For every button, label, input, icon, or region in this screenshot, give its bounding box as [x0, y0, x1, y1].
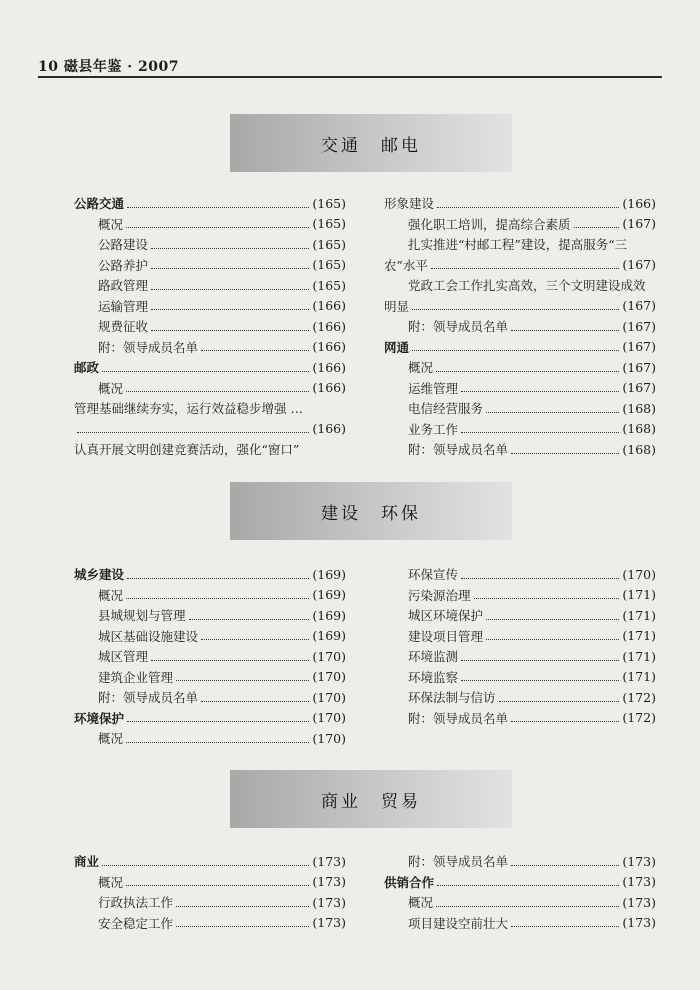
toc-entry-label: 扎实推进“村邮工程”建设，提高服务“三: [408, 237, 628, 253]
toc-entry: [384, 439, 656, 460]
toc-column-right: [384, 851, 656, 933]
toc-entry: [74, 275, 346, 296]
toc-entry-label: 县城规划与管理: [98, 608, 186, 624]
section-title: 商业 贸易: [321, 791, 421, 812]
toc-column-left: [74, 851, 346, 933]
toc-entry-label: 附：领导成员名单: [408, 710, 509, 726]
dot-leader: [176, 680, 309, 681]
toc-entry-label: 附：领导成员名单: [408, 319, 509, 335]
dot-leader: [102, 865, 309, 866]
toc-entry-label: 安全稳定工作: [98, 915, 174, 931]
dot-leader: [511, 721, 619, 722]
toc-page-number: (167): [622, 298, 656, 314]
toc-entry-label: 概况: [408, 895, 434, 911]
toc-page-number: (173): [622, 894, 656, 910]
dot-leader: [201, 639, 309, 640]
toc-entry-label: 污染源治理: [408, 587, 471, 603]
section-banner-commerce-trade: [230, 770, 512, 828]
toc-page-number: (172): [622, 689, 656, 705]
dot-leader: [431, 268, 619, 269]
toc-entry: [384, 585, 656, 606]
toc-entry: [384, 626, 656, 647]
toc-page-number: (167): [622, 257, 656, 273]
toc-entry: [74, 872, 346, 893]
dot-leader: [151, 289, 309, 290]
toc-entry: [384, 378, 656, 399]
toc-entry-label: 概况: [98, 587, 124, 603]
toc-entry-label: 项目建设空前壮大: [408, 915, 509, 931]
toc-entry: [384, 667, 656, 688]
dot-leader: [461, 680, 619, 681]
section-title: 建设 环保: [321, 503, 421, 524]
toc-page-number: (165): [312, 236, 346, 252]
toc-page-number: (171): [622, 607, 656, 623]
toc-entry: [74, 316, 346, 337]
toc-page-number: (173): [312, 894, 346, 910]
dot-leader: [436, 371, 619, 372]
toc-page-number: (168): [622, 441, 656, 457]
dot-leader: [201, 701, 309, 702]
toc-column-right: [384, 564, 656, 728]
dot-leader: [511, 865, 619, 866]
toc-page-number: (171): [622, 669, 656, 685]
toc-heading-entry: [74, 357, 346, 378]
toc-heading-entry: [384, 872, 656, 893]
section-title: 交通 邮电: [321, 135, 421, 156]
toc-entry-label: 商业: [74, 854, 100, 870]
toc-entry: [74, 419, 346, 440]
dot-leader: [574, 227, 620, 228]
toc-entry: [74, 255, 346, 276]
toc-entry: [74, 337, 346, 358]
toc-entry-label: 电信经营服务: [408, 401, 484, 417]
toc-entry: [384, 234, 656, 255]
dot-leader: [486, 412, 619, 413]
toc-entry-label: 概况: [98, 380, 124, 396]
toc-page-number: (167): [622, 380, 656, 396]
dot-leader: [126, 885, 309, 886]
dot-leader: [201, 350, 309, 351]
toc-entry: [384, 214, 656, 235]
toc-page-number: (167): [622, 318, 656, 334]
toc-entry-label: 运输管理: [98, 298, 149, 314]
dot-leader: [176, 906, 309, 907]
header-rule: [38, 76, 662, 78]
toc-page-number: (166): [312, 339, 346, 355]
toc-heading-entry: [74, 851, 346, 872]
toc-column-left: [74, 564, 346, 749]
toc-entry: [384, 316, 656, 337]
dot-leader: [189, 619, 310, 620]
toc-entry-label: 城区管理: [98, 649, 149, 665]
toc-page-number: (167): [622, 339, 656, 355]
toc-page-number: (166): [312, 359, 346, 375]
toc-entry: [384, 605, 656, 626]
toc-page-number: (165): [312, 277, 346, 293]
toc-entry-label: 公路养护: [98, 257, 149, 273]
toc-page-number: (172): [622, 710, 656, 726]
toc-entry: [384, 296, 656, 317]
toc-page-number: (166): [312, 421, 346, 437]
toc-page-number: (167): [622, 359, 656, 375]
dot-leader: [412, 350, 619, 351]
dot-leader: [102, 371, 309, 372]
toc-entry-label: 强化职工培训，提高综合素质: [408, 216, 571, 232]
dot-leader: [499, 701, 620, 702]
toc-entry: [74, 378, 346, 399]
toc-entry-label: 行政执法工作: [98, 895, 174, 911]
toc-page-number: (170): [312, 669, 346, 685]
dot-leader: [461, 578, 619, 579]
toc-entry: [74, 626, 346, 647]
toc-entry-label: 附：领导成员名单: [408, 442, 509, 458]
toc-entry: [74, 585, 346, 606]
toc-entry: [384, 275, 656, 296]
toc-entry-label: 环保宣传: [408, 567, 459, 583]
toc-entry: [384, 851, 656, 872]
toc-page-number: (171): [622, 648, 656, 664]
toc-entry-label: 党政工会工作扎实高效，三个文明建设成效: [408, 278, 646, 294]
dot-leader: [474, 598, 620, 599]
toc-page-number: (167): [622, 216, 656, 232]
toc-entry: [74, 214, 346, 235]
toc-page-number: (169): [312, 587, 346, 603]
toc-entry-label: 附：领导成员名单: [408, 854, 509, 870]
toc-page-number: (173): [622, 853, 656, 869]
toc-page-number: (165): [312, 195, 346, 211]
toc-page-number: (170): [312, 648, 346, 664]
toc-page-number: (171): [622, 587, 656, 603]
toc-entry: [74, 605, 346, 626]
dot-leader: [486, 639, 619, 640]
toc-entry-label: 建筑企业管理: [98, 669, 174, 685]
toc-entry: [384, 419, 656, 440]
dot-leader: [126, 227, 309, 228]
dot-leader: [151, 268, 309, 269]
dot-leader: [511, 330, 619, 331]
dot-leader: [176, 926, 309, 927]
toc-entry: [384, 708, 656, 729]
toc-entry: [74, 439, 346, 460]
toc-page-number: (168): [622, 400, 656, 416]
toc-entry: [74, 398, 346, 419]
toc-page-number: (170): [312, 689, 346, 705]
toc-page-number: (173): [312, 874, 346, 890]
toc-page-number: (171): [622, 628, 656, 644]
toc-entry-label: 环保法制与信访: [408, 690, 496, 706]
dot-leader: [127, 578, 309, 579]
toc-entry-label: 供销合作: [384, 874, 435, 890]
toc-entry-label: 公路建设: [98, 237, 149, 253]
toc-column-right: [384, 193, 656, 460]
toc-page-number: (165): [312, 257, 346, 273]
toc-entry: [384, 255, 656, 276]
dot-leader: [151, 309, 309, 310]
toc-column-left: [74, 193, 346, 460]
toc-entry-label: 形象建设: [384, 196, 435, 212]
toc-entry: [74, 728, 346, 749]
dot-leader: [151, 660, 309, 661]
toc-heading-entry: [384, 337, 656, 358]
dot-leader: [77, 432, 309, 433]
toc-entry-label: 管理基础继续夯实，运行效益稳步增强 …: [74, 401, 303, 417]
dot-leader: [126, 742, 309, 743]
toc-page-number: (166): [622, 195, 656, 211]
toc-entry-label: 邮政: [74, 360, 100, 376]
toc-page-number: (173): [622, 915, 656, 931]
toc-page-number: (168): [622, 421, 656, 437]
toc-entry-label: 环境保护: [74, 710, 125, 726]
dot-leader: [436, 906, 619, 907]
toc-page-number: (173): [312, 853, 346, 869]
toc-entry: [384, 687, 656, 708]
toc-entry: [74, 667, 346, 688]
toc-entry-label: 概况: [408, 360, 434, 376]
toc-entry-label: 城区环境保护: [408, 608, 484, 624]
dot-leader: [461, 432, 619, 433]
dot-leader: [127, 721, 309, 722]
toc-entry-label: 农”水平: [384, 257, 428, 273]
toc-entry: [384, 193, 656, 214]
toc-page-number: (165): [312, 216, 346, 232]
toc-entry-label: 明显: [384, 298, 410, 314]
dot-leader: [511, 926, 619, 927]
toc-entry: [384, 564, 656, 585]
toc-heading-entry: [74, 708, 346, 729]
toc-entry-label: 概况: [98, 874, 124, 890]
toc-page-number: (166): [312, 298, 346, 314]
toc-entry-label: 网通: [384, 339, 410, 355]
toc-entry-label: 建设项目管理: [408, 628, 484, 644]
toc-entry: [384, 398, 656, 419]
section-banner-transport-post: [230, 114, 512, 172]
toc-entry-label: 环境监察: [408, 669, 459, 685]
toc-page-number: (169): [312, 566, 346, 582]
toc-entry: [74, 687, 346, 708]
toc-page-number: (169): [312, 628, 346, 644]
dot-leader: [151, 330, 309, 331]
toc-entry: [384, 892, 656, 913]
toc-page-number: (173): [622, 874, 656, 890]
toc-entry-label: 附：领导成员名单: [98, 339, 199, 355]
toc-entry-label: 规费征收: [98, 319, 149, 335]
toc-entry-label: 运维管理: [408, 380, 459, 396]
section-banner-construction-environment: [230, 482, 512, 540]
dot-leader: [461, 391, 619, 392]
toc-entry: [74, 234, 346, 255]
dot-leader: [486, 619, 619, 620]
dot-leader: [461, 660, 619, 661]
toc-page-number: (170): [312, 710, 346, 726]
toc-entry: [384, 357, 656, 378]
toc-entry-label: 概况: [98, 731, 124, 747]
toc-entry: [384, 913, 656, 934]
toc-entry-label: 认真开展文明创建竞赛活动，强化“窗口”: [74, 442, 300, 458]
running-header: 10 磁县年鉴 · 2007: [38, 59, 179, 75]
toc-page-number: (173): [312, 915, 346, 931]
dot-leader: [437, 885, 619, 886]
toc-page-number: (169): [312, 607, 346, 623]
dot-leader: [511, 453, 619, 454]
toc-heading-entry: [74, 193, 346, 214]
toc-entry: [74, 913, 346, 934]
toc-page-number: (170): [622, 566, 656, 582]
toc-entry-label: 城乡建设: [74, 567, 125, 583]
dot-leader: [127, 207, 309, 208]
toc-entry: [384, 646, 656, 667]
toc-entry-label: 业务工作: [408, 421, 459, 437]
toc-entry-label: 公路交通: [74, 196, 125, 212]
toc-entry: [74, 646, 346, 667]
dot-leader: [126, 391, 309, 392]
toc-page-number: (166): [312, 380, 346, 396]
toc-page-number: (170): [312, 730, 346, 746]
toc-page-number: (166): [312, 318, 346, 334]
toc-entry-label: 城区基础设施建设: [98, 628, 199, 644]
toc-heading-entry: [74, 564, 346, 585]
toc-entry-label: 环境监测: [408, 649, 459, 665]
dot-leader: [437, 207, 619, 208]
dot-leader: [412, 309, 619, 310]
toc-entry: [74, 296, 346, 317]
toc-entry: [74, 892, 346, 913]
dot-leader: [151, 248, 309, 249]
dot-leader: [126, 598, 309, 599]
toc-entry-label: 附：领导成员名单: [98, 690, 199, 706]
toc-entry-label: 路政管理: [98, 278, 149, 294]
toc-entry-label: 概况: [98, 216, 124, 232]
